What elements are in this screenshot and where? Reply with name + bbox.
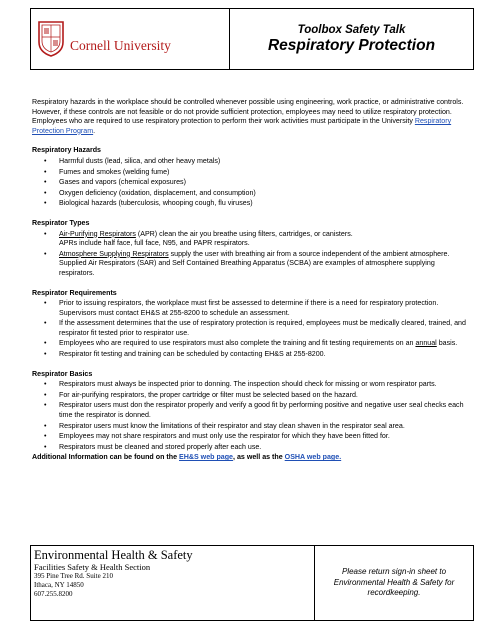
apr-term[interactable]: Air-Purifying Respirators [59, 229, 136, 238]
list-item: • Harmful dusts (lead, silica, and other heavy metals) [32, 157, 470, 167]
requirements-heading: Respirator Requirements [32, 288, 117, 297]
list-item: • Oxygen deficiency (oxidation, displacement, and consumption) [32, 189, 470, 199]
list-item: • Biological hazards (tuberculosis, whooping cough, flu viruses) [32, 199, 470, 209]
respiratory-program-link[interactable]: Respiratory Protection Program [32, 117, 452, 135]
hazards-list [32, 157, 470, 209]
basics-heading: Respirator Basics [32, 369, 93, 378]
list-item: • Respirator fit testing and training can be scheduled by contacting EH&S at 255-8200. [32, 350, 470, 360]
ehs-contact-block [31, 546, 315, 620]
list-item: • Air-Purifying Respirators (APR) clean the air you breathe using filters, cartridges, or canisters. APRs include half face, full face, N95, and PAPR respirators. [32, 230, 470, 249]
types-section [32, 219, 470, 279]
list-item: • Respirator users must know the limitations of their respirator and stay clean shaven in the respirator seal area. [32, 422, 470, 432]
header-box [30, 8, 474, 70]
page-title: Respiratory Protection [267, 36, 436, 54]
logo [31, 9, 230, 69]
requirements-list [32, 299, 470, 360]
ehs-title: Environmental Health & Safety [34, 548, 193, 562]
list-item: • Employees may not share respirators and must only use the respirator for which they have been fitted for. [32, 432, 470, 442]
hazards-section [32, 146, 470, 209]
phone-number: 607.255.8200 [34, 590, 73, 598]
osha-web-link[interactable]: OSHA web page. [284, 453, 342, 462]
annual-text: annual [415, 339, 437, 348]
list-item: • Gases and vapors (chemical exposures) [32, 178, 470, 188]
additional-info: Additional Information can be found on the EH&S web page, as well as the OSHA web page. [32, 453, 342, 462]
list-item: • Prior to issuing respirators, the workplace must first be assessed to determine if there is a need for respiratory protection. Supervisors must contact EH&S at 255-8200 to schedule an assessment. [32, 299, 470, 318]
footer-box [30, 545, 474, 621]
ehs-web-link[interactable]: EH&S web page [179, 453, 234, 462]
requirements-section [32, 289, 470, 360]
list-item: • Respirators must always be inspected prior to donning. The inspection should check for missing or worn respirator parts. [32, 380, 470, 390]
hazards-heading: Respiratory Hazards [32, 146, 101, 155]
asr-term[interactable]: Atmosphere Supplying Respirators [59, 249, 169, 258]
list-item: • Respirators must be cleaned and stored properly after each use. [32, 443, 470, 453]
document-body [32, 98, 470, 463]
talk-subtitle: Toolbox Safety Talk [297, 23, 406, 36]
sign-in-note: Please return sign-in sheet to Environmental Health & Safety for recordkeeping. [333, 567, 455, 598]
types-heading: Respirator Types [32, 218, 90, 227]
university-name: Cornell University [70, 38, 171, 53]
cornell-seal-icon [37, 20, 65, 58]
address-line-1: 395 Pine Tree Rd. Suite 210 [34, 572, 113, 580]
list-item: • If the assessment determines that the use of respiratory protection is required, employees must be medically cleared, trained, and respirator fit tested prior to respirator use. [32, 319, 470, 338]
ehs-section: Facilities Safety & Health Section [34, 562, 151, 572]
list-item: • Atmosphere Supplying Respirators supply the user with breathing air from a source independent of the ambient atmosphere. Supplied Air Respirators (SAR) and Self Contained Breathing Apparatus (SCBA) are examples of atmosphere supplying respirators. [32, 250, 470, 279]
types-list [32, 230, 470, 279]
list-item: • Employees who are required to use respirators must also complete the training and fit testing requirements on an annual basis. [32, 339, 470, 349]
list-item: • Respirator users must don the respirator properly and verify a good fit by performing positive and negative user seal checks each time the respirator is donned. [32, 401, 470, 420]
basics-section [32, 370, 470, 453]
list-item: • Fumes and smokes (welding fume) [32, 168, 470, 178]
list-item: • For air-purifying respirators, the proper cartridge or filter must be selected based on the hazard. [32, 391, 470, 401]
address-line-2: Ithaca, NY 14850 [34, 581, 84, 589]
title-block [230, 9, 473, 69]
intro-paragraph: Respiratory hazards in the workplace should be controlled whenever possible using engineering, work practice, or administrative controls. However, if these controls are not feasible or do not provide sufficient protection, employees may need to utilize respiratory protection. Employees who are required to use respiratory protection to perform their work activities must participate in the University Respiratory Protection Program. [32, 98, 464, 135]
basics-list [32, 380, 470, 452]
